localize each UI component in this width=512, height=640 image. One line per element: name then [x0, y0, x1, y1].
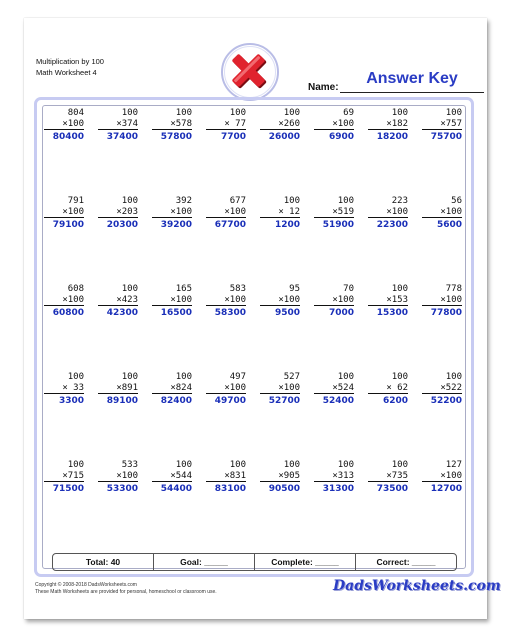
problem-multiplier: ×100: [98, 471, 138, 483]
problem-answer: 20300: [106, 220, 138, 230]
worksheet-title: [36, 56, 104, 78]
problem-top-number: 778: [445, 284, 462, 294]
problem-multiplier: ×182: [368, 119, 408, 131]
problem-answer: 67700: [214, 220, 246, 230]
problem: [98, 460, 138, 548]
problem-answer: 31300: [322, 484, 354, 494]
problem-answer: 12700: [430, 484, 462, 494]
problem: [314, 108, 354, 196]
problem-answer: 1200: [274, 220, 300, 230]
problem: [152, 372, 192, 460]
problem: [206, 196, 246, 284]
problem-answer: 7700: [220, 132, 246, 142]
problem: [260, 284, 300, 372]
problem-top-number: 677: [229, 196, 246, 206]
problem-top-number: 100: [283, 460, 300, 470]
problem-multiplier: ×522: [422, 383, 462, 395]
problem-top-number: 100: [121, 196, 138, 206]
problem-answer: 79100: [52, 220, 84, 230]
answer-key-text: Answer Key: [366, 70, 458, 87]
problem: [98, 372, 138, 460]
problem-top-number: 533: [121, 460, 138, 470]
problem-multiplier: ×735: [368, 471, 408, 483]
problem-answer: 6900: [328, 132, 354, 142]
problem: [368, 284, 408, 372]
problem: [368, 196, 408, 284]
problem-multiplier: ×313: [314, 471, 354, 483]
problem-answer: 5600: [436, 220, 462, 230]
problem-answer: 75700: [430, 132, 462, 142]
problem-answer: 15300: [376, 308, 408, 318]
title-line-1: Multiplication by 100: [36, 57, 104, 66]
problem-top-number: 100: [229, 460, 246, 470]
worksheet-page: [24, 18, 501, 619]
problem-top-number: 100: [283, 108, 300, 118]
problem: [368, 460, 408, 548]
problem-top-number: 69: [343, 108, 354, 118]
problem-top-number: 804: [67, 108, 84, 118]
problem-top-number: 100: [175, 460, 192, 470]
problem-answer: 3300: [58, 396, 84, 406]
problem: [44, 108, 84, 196]
problem: [422, 196, 462, 284]
problem: [422, 284, 462, 372]
problem-answer: 7000: [328, 308, 354, 318]
copyright-notice: [35, 582, 217, 595]
problem: [206, 284, 246, 372]
problem-multiplier: ×100: [314, 119, 354, 131]
problem: [152, 284, 192, 372]
problem-multiplier: ×153: [368, 295, 408, 307]
problem-answer: 77800: [430, 308, 462, 318]
problem-multiplier: ×100: [44, 207, 84, 219]
problem: [98, 196, 138, 284]
problem-multiplier: ×544: [152, 471, 192, 483]
problem-answer: 16500: [160, 308, 192, 318]
problem-answer: 42300: [106, 308, 138, 318]
problem: [422, 372, 462, 460]
problem: [152, 196, 192, 284]
problem-multiplier: × 62: [368, 383, 408, 395]
problem-answer: 39200: [160, 220, 192, 230]
problem: [368, 108, 408, 196]
problem-answer: 26000: [268, 132, 300, 142]
red-x-icon: [220, 42, 280, 102]
problem-multiplier: ×423: [98, 295, 138, 307]
problem-multiplier: ×374: [98, 119, 138, 131]
problem-answer: 82400: [160, 396, 192, 406]
problem-multiplier: ×100: [152, 295, 192, 307]
problem: [260, 460, 300, 548]
problem-top-number: 100: [283, 196, 300, 206]
problem: [314, 372, 354, 460]
problem-multiplier: ×100: [260, 295, 300, 307]
problem-answer: 60800: [52, 308, 84, 318]
goal-cell: Goal: _____: [154, 554, 255, 570]
problem-top-number: 100: [337, 372, 354, 382]
problem-answer: 49700: [214, 396, 246, 406]
problem-multiplier: ×715: [44, 471, 84, 483]
problem-top-number: 100: [391, 460, 408, 470]
problem: [98, 108, 138, 196]
problem: [44, 284, 84, 372]
problem-top-number: 100: [229, 108, 246, 118]
problem-multiplier: × 12: [260, 207, 300, 219]
problem-answer: 89100: [106, 396, 138, 406]
problem-multiplier: ×100: [206, 207, 246, 219]
problem: [206, 108, 246, 196]
problem-multiplier: ×203: [98, 207, 138, 219]
problem-top-number: 127: [445, 460, 462, 470]
problem-answer: 52400: [322, 396, 354, 406]
problem-top-number: 791: [67, 196, 84, 206]
problem: [260, 372, 300, 460]
problem-multiplier: ×578: [152, 119, 192, 131]
correct-cell: Correct: _____: [376, 557, 436, 567]
problem-top-number: 100: [67, 372, 84, 382]
problem: [314, 284, 354, 372]
copyright-line-2: These Math Worksheets are provided for personal, homeschool or classroom use.: [35, 588, 217, 595]
problem-multiplier: ×100: [44, 295, 84, 307]
problem-top-number: 608: [67, 284, 84, 294]
problem: [260, 108, 300, 196]
problem: [44, 460, 84, 548]
problem-top-number: 497: [229, 372, 246, 382]
problem-multiplier: × 77: [206, 119, 246, 131]
problem-top-number: 392: [175, 196, 192, 206]
problem-top-number: 100: [337, 460, 354, 470]
complete-cell: Complete: _____: [255, 554, 356, 570]
problem-answer: 54400: [160, 484, 192, 494]
dadsworksheets-logo: DadsWorksheets.com: [333, 578, 501, 594]
problem-multiplier: ×905: [260, 471, 300, 483]
problem-top-number: 100: [121, 372, 138, 382]
problem: [422, 460, 462, 548]
problem-top-number: 100: [445, 108, 462, 118]
copyright-line-1: Copyright © 2008-2018 DadsWorksheets.com: [35, 582, 137, 588]
problem-multiplier: ×100: [44, 119, 84, 131]
name-line: [340, 92, 484, 93]
problem-top-number: 223: [391, 196, 408, 206]
problem: [206, 372, 246, 460]
title-line-2: Math Worksheet 4: [36, 68, 97, 77]
problem-top-number: 100: [391, 284, 408, 294]
problem-top-number: 100: [67, 460, 84, 470]
name-label: Name:: [308, 82, 339, 93]
problem-top-number: 100: [337, 196, 354, 206]
problem-answer: 53300: [106, 484, 138, 494]
score-bar: [52, 553, 457, 571]
problem-multiplier: ×891: [98, 383, 138, 395]
problem-answer: 18200: [376, 132, 408, 142]
problem-multiplier: ×100: [206, 383, 246, 395]
problem-answer: 52200: [430, 396, 462, 406]
problem-answer: 80400: [52, 132, 84, 142]
problem: [206, 460, 246, 548]
problem-top-number: 100: [175, 108, 192, 118]
problems-grid: [39, 108, 471, 548]
problem-top-number: 100: [175, 372, 192, 382]
problem-answer: 37400: [106, 132, 138, 142]
problem-top-number: 527: [283, 372, 300, 382]
problem-multiplier: ×100: [152, 207, 192, 219]
problem-top-number: 70: [343, 284, 354, 294]
problem: [422, 108, 462, 196]
problem-top-number: 165: [175, 284, 192, 294]
problem-top-number: 100: [121, 108, 138, 118]
problem-multiplier: × 33: [44, 383, 84, 395]
problem-answer: 90500: [268, 484, 300, 494]
problem-multiplier: ×100: [314, 295, 354, 307]
problem-multiplier: ×519: [314, 207, 354, 219]
problem-answer: 58300: [214, 308, 246, 318]
problem-multiplier: ×100: [368, 207, 408, 219]
problem: [98, 284, 138, 372]
problem-multiplier: ×757: [422, 119, 462, 131]
problem-top-number: 56: [451, 196, 462, 206]
problem-top-number: 100: [391, 372, 408, 382]
problem: [44, 372, 84, 460]
problem-multiplier: ×100: [422, 207, 462, 219]
problem-multiplier: ×260: [260, 119, 300, 131]
problem: [314, 460, 354, 548]
problem-top-number: 100: [391, 108, 408, 118]
problem-answer: 22300: [376, 220, 408, 230]
problem-multiplier: ×100: [422, 471, 462, 483]
problem-answer: 52700: [268, 396, 300, 406]
problem-answer: 51900: [322, 220, 354, 230]
problem-top-number: 100: [121, 284, 138, 294]
problem-multiplier: ×824: [152, 383, 192, 395]
problem-multiplier: ×524: [314, 383, 354, 395]
problem-answer: 71500: [52, 484, 84, 494]
problem: [368, 372, 408, 460]
problem-top-number: 95: [289, 284, 300, 294]
problem-top-number: 583: [229, 284, 246, 294]
problem-multiplier: ×100: [206, 295, 246, 307]
problem-answer: 57800: [160, 132, 192, 142]
problem-answer: 83100: [214, 484, 246, 494]
problem: [260, 196, 300, 284]
problem: [44, 196, 84, 284]
problem: [152, 108, 192, 196]
problem-multiplier: ×100: [422, 295, 462, 307]
problem-answer: 6200: [382, 396, 408, 406]
problem: [314, 196, 354, 284]
problem-multiplier: ×831: [206, 471, 246, 483]
problem-answer: 9500: [274, 308, 300, 318]
problem: [152, 460, 192, 548]
problem-multiplier: ×100: [260, 383, 300, 395]
problem-top-number: 100: [445, 372, 462, 382]
problem-answer: 73500: [376, 484, 408, 494]
total-cell: Total: 40: [53, 554, 154, 570]
